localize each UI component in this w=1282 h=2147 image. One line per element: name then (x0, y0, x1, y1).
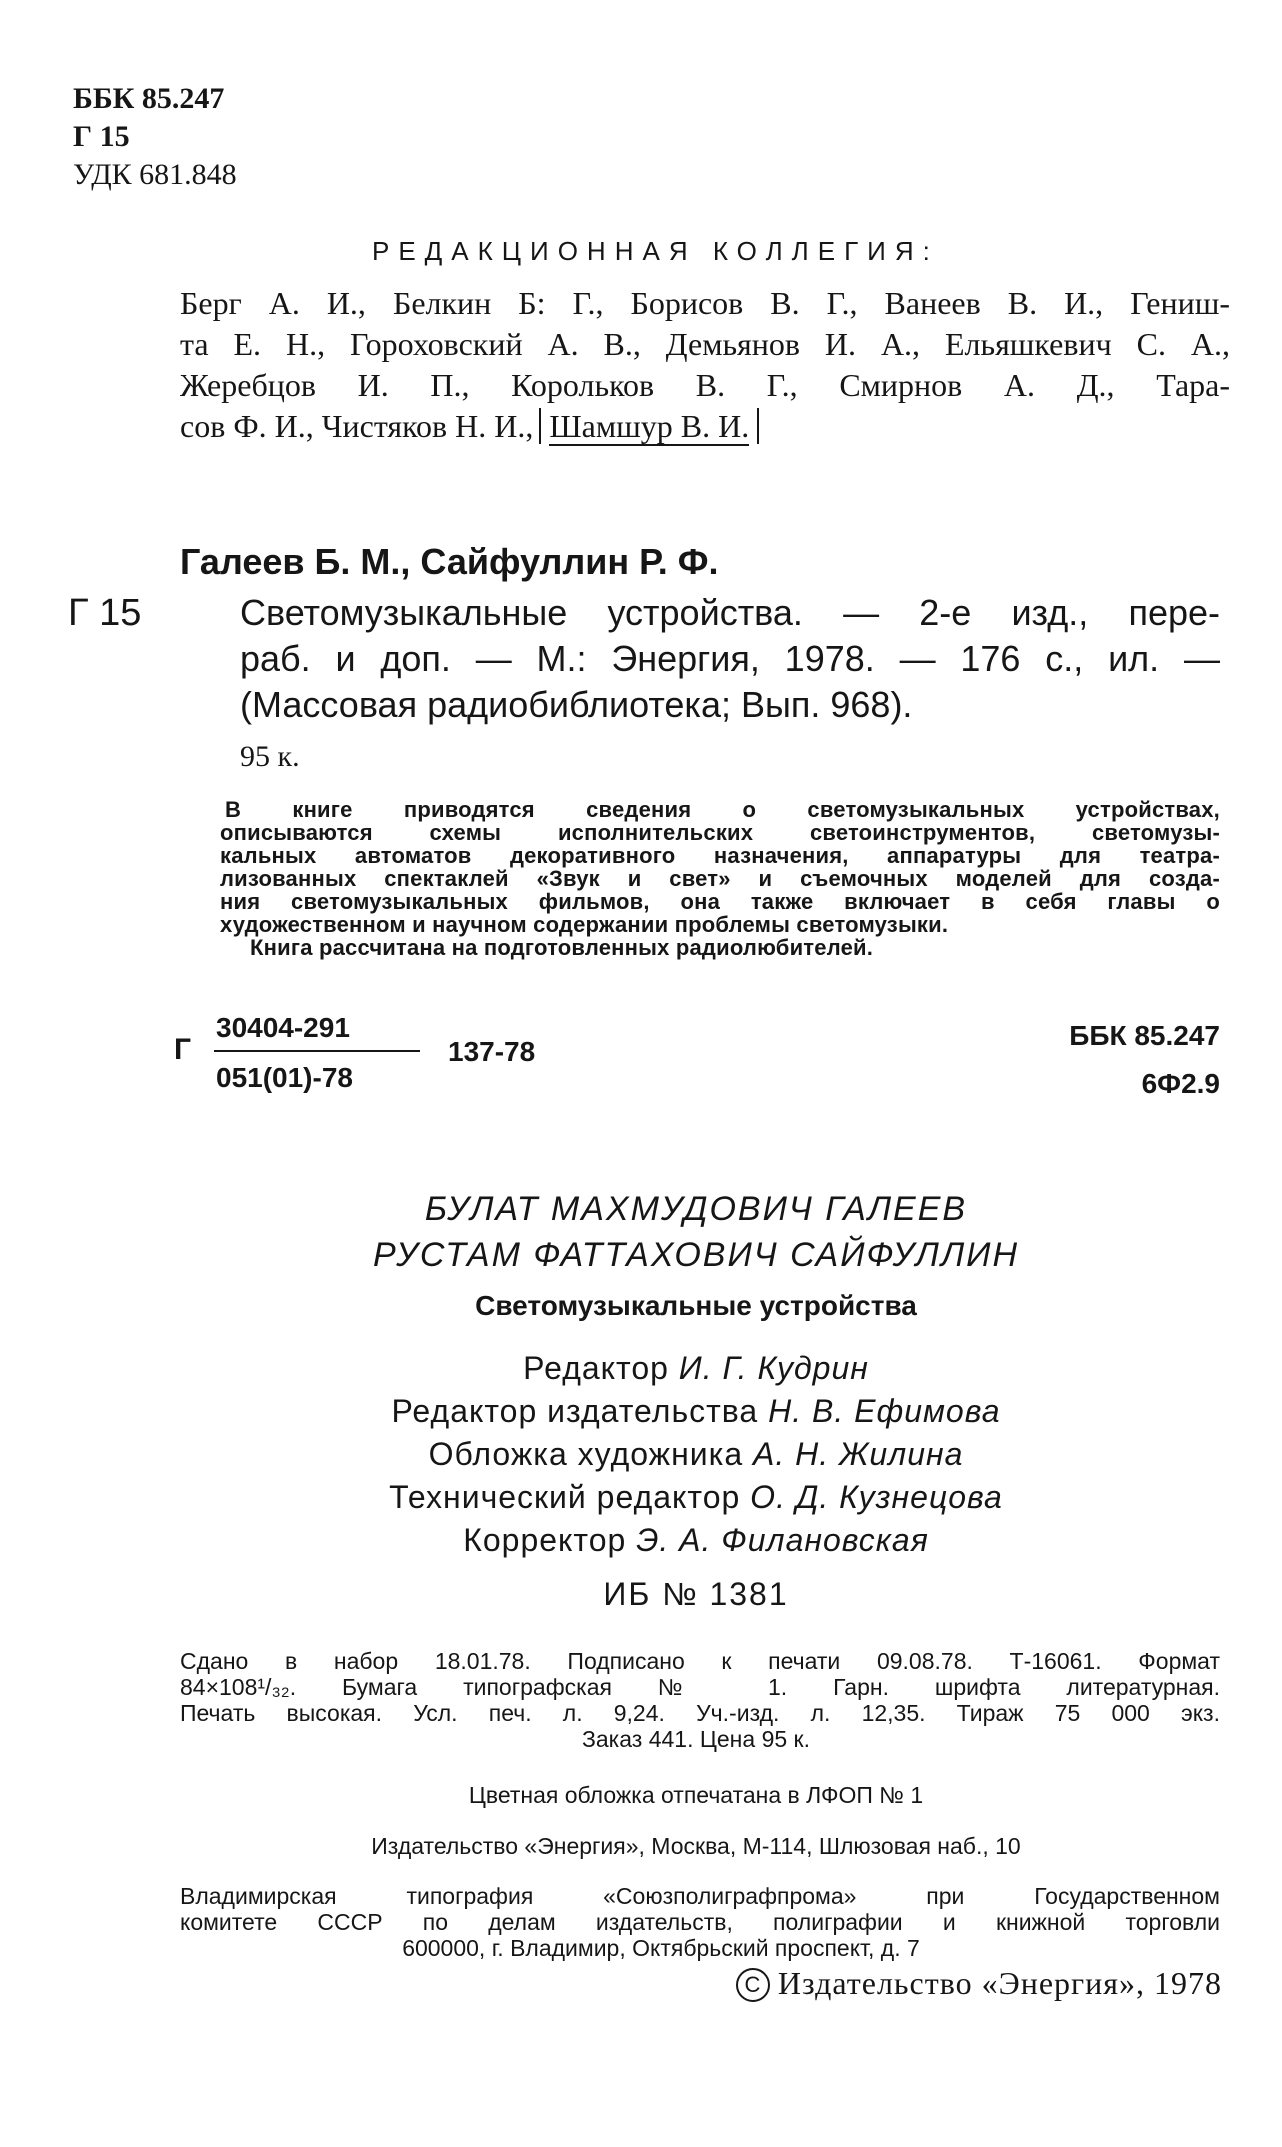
bbk-right-subcode: 6Ф2.9 (1141, 1068, 1220, 1099)
editorial-board-title: РЕДАКЦИОННАЯ КОЛЛЕГИЯ: (372, 236, 939, 266)
credit-role: Технический редактор (389, 1479, 741, 1515)
credit-name: Э. А. Филановская (636, 1522, 929, 1558)
printer-address: 600000, г. Владимир, Октябрьский проспект, д. 7 (402, 1935, 920, 1961)
boxed-name: Шамшур В. И. (549, 408, 750, 444)
credit-line (0, 1479, 1282, 1516)
annotation-audience: Книга рассчитана на подготовленных радиолюбителей. (250, 935, 874, 960)
credit-line (0, 1393, 1282, 1430)
editorial-board-line: Жеребцов И. П., Корольков В. Г., Смирнов А. Д., Тара- (180, 367, 1230, 403)
annotation-line: лизованных спектаклей «Звук и свет» и съемочных моделей для созда- (220, 866, 1220, 891)
credit-role: Редактор издательства (391, 1393, 759, 1429)
order-info: Заказ 441. Цена 95 к. (582, 1726, 810, 1752)
annotation-line: кальных автоматов декоративного назначения, аппаратуры для театра- (220, 843, 1220, 868)
credit-role: Редактор (523, 1350, 669, 1386)
print-info-line: Сдано в набор 18.01.78. Подписано к печати 09.08.78. Т-16061. Формат (180, 1648, 1220, 1674)
editorial-board-line: Берг А. И., Белкин Б: Г., Борисов В. Г., Ванеев В. И., Гениш- (180, 285, 1230, 321)
index-right-code: 137-78 (448, 1036, 536, 1067)
credit-name: А. Н. Жилина (753, 1436, 964, 1472)
entry-price: 95 к. (240, 740, 300, 773)
copyright-line (736, 1965, 1222, 2002)
print-info-line: Печать высокая. Усл. печ. л. 9,24. Уч.-изд. л. 12,35. Тираж 75 000 экз. (180, 1700, 1220, 1726)
annotation-line: описываются схемы исполнительских светоинструментов, светомузы- (220, 820, 1220, 845)
cover-print-info: Цветная обложка отпечатана в ЛФОП № 1 (468, 1782, 924, 1808)
fraction-bar (214, 1050, 420, 1052)
bbk-right-block (1069, 1012, 1220, 1108)
credit-line (0, 1350, 1282, 1387)
editorial-board-line-last (180, 406, 1230, 447)
annotation-line: ния светомузыкальных фильмов, она также включает в себя главы о (220, 889, 1220, 914)
colophon-book-title: Светомузыкальные устройства (475, 1290, 917, 1321)
credit-name: И. Г. Кудрин (678, 1350, 869, 1386)
classification-block (73, 80, 237, 194)
ib-number: ИБ № 1381 (603, 1576, 789, 1612)
editorial-board-line: сов Ф. И., Чистяков Н. И., (180, 408, 534, 444)
credit-line (0, 1522, 1282, 1559)
copyright-text: Издательство «Энергия», 1978 (777, 1965, 1222, 2001)
entry-authors: Галеев Б. М., Сайфуллин Р. Ф. (180, 541, 719, 582)
colophon-author-1: БУЛАТ МАХМУДОВИЧ ГАЛЕЕВ (424, 1190, 968, 1228)
print-info-line: 84×108¹/₃₂. Бумага типографская № 1. Гарн. шрифта литературная. (180, 1674, 1220, 1700)
copyright-icon: C (736, 1968, 770, 2002)
boxed-name-frame (539, 408, 759, 444)
bbk-code: ББК 85.247 (73, 82, 225, 115)
index-numerator: 30404-291 (216, 1012, 350, 1043)
bbk-right-code: ББК 85.247 (1069, 1020, 1220, 1051)
publisher-address: Издательство «Энергия», Москва, М-114, Шлюзовая наб., 10 (371, 1833, 1021, 1859)
colophon-author-2: РУСТАМ ФАТТАХОВИЧ САЙФУЛЛИН (372, 1236, 1020, 1274)
credit-line (0, 1436, 1282, 1473)
credit-role: Обложка художника (428, 1436, 744, 1472)
editorial-board-line: та Е. Н., Гороховский А. В., Демьянов И. А., Ельяшкевич С. А., (180, 326, 1230, 362)
entry-line: раб. и доп. — М.: Энергия, 1978. — 176 с., ил. — (240, 638, 1220, 679)
udk-code: УДК 681.848 (73, 158, 237, 191)
index-letter: Г (174, 1033, 192, 1066)
credit-role: Корректор (463, 1522, 627, 1558)
annotation-line: художественном и научном содержании проблемы светомузыки. (220, 912, 949, 937)
index-denominator: 051(01)-78 (216, 1062, 353, 1093)
credit-name: О. Д. Кузнецова (750, 1479, 1003, 1515)
printer-line: комитете СССР по делам издательств, полиграфии и книжной торговли (180, 1909, 1220, 1935)
printer-line: Владимирская типография «Союзполиграфпрома» при Государственном (180, 1883, 1220, 1909)
entry-line: (Массовая радиобиблиотека; Вып. 968). (240, 684, 913, 725)
index-code-top: Г 15 (73, 120, 130, 153)
entry-index-code: Г 15 (68, 592, 142, 634)
annotation-line: В книге приводятся сведения о светомузыкальных устройствах, (225, 797, 1220, 822)
entry-line: Светомузыкальные устройства. — 2-е изд., пере- (240, 592, 1220, 633)
credit-name: Н. В. Ефимова (768, 1393, 1001, 1429)
